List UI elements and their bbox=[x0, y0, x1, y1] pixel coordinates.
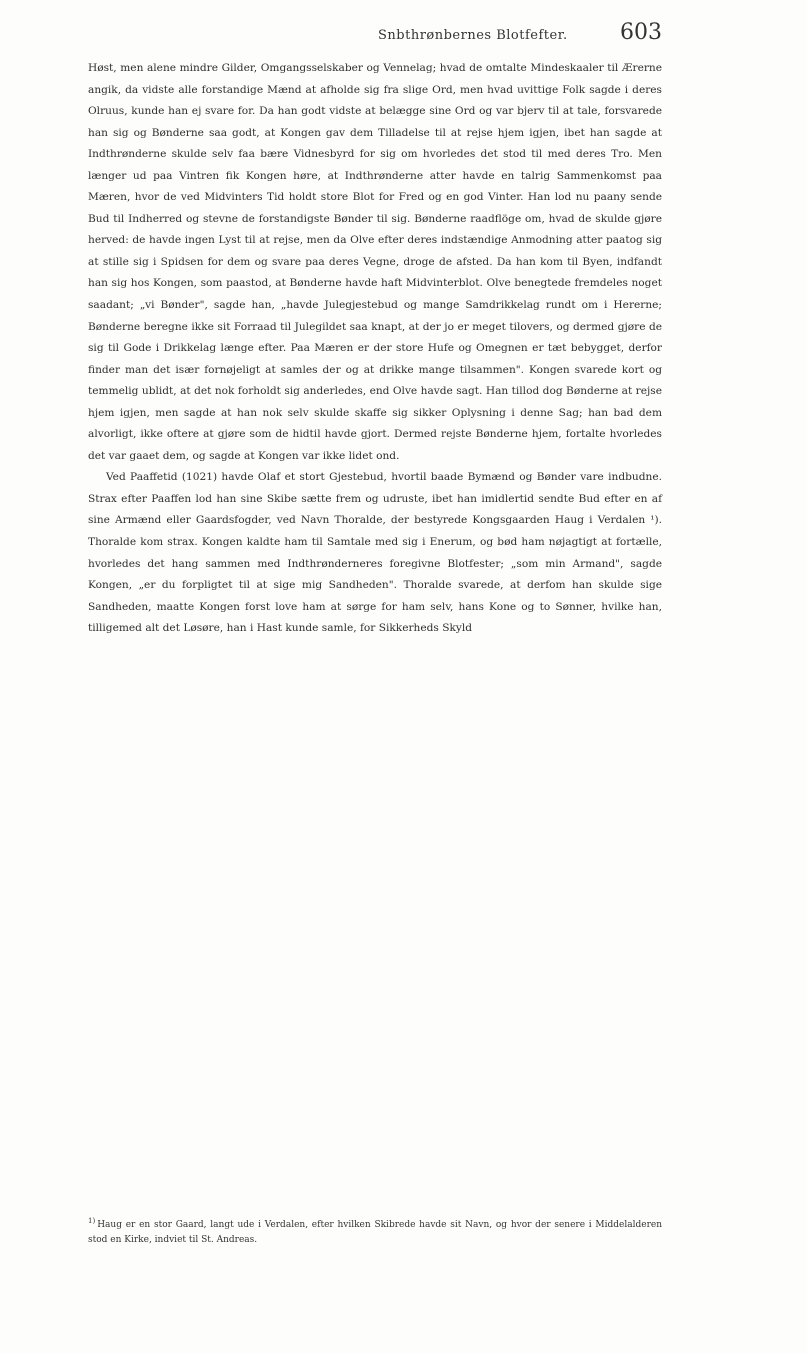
footnotes bbox=[88, 1214, 662, 1248]
main-text bbox=[88, 58, 662, 640]
page-number: 603 bbox=[620, 20, 662, 45]
running-head: Snbthrønbernes Blotfefter. bbox=[378, 28, 568, 43]
footnote-mark: 1) bbox=[88, 1217, 96, 1225]
paragraph: Ved Paaffetid (1021) havde Olaf et stort Gjestebud, hvortil baade Bymænd og Bønder vare indbudne. Strax efter Paaffen lod han sine Skibe sætte frem og udruste, ibet han imidlertid sendte Bud efter en af sine Armænd eller Gaardsfogder, ved Navn Thoralde, der bestyrede Kongsgaarden Haug i Verdalen ¹). Thoralde kom strax. Kongen kaldte ham til Samtale med sig i Enerum, og bød ham nøjagtigt at fortælle, hvorledes det hang sammen med Indthrønderneres foregivne Blotfester; „som min Armand", sagde Kongen, „er du forpligtet til at sige mig Sandheden". Thoralde svarede, at derfom han skulde sige Sandheden, maatte Kongen forst love ham at sørge for ham selv, hans Kone og to Sønner, hvilke han, tilligemed alt det Løsøre, han i Hast kunde samle, for Sikkerheds Skyld bbox=[88, 471, 662, 635]
footnote-text: Haug er en stor Gaard, langt ude i Verdalen, efter hvilken Skibrede havde sit Navn, og hvor der senere i Middelalderen stod en Kirke, indviet til St. Andreas. bbox=[88, 1220, 662, 1245]
paragraph: Høst, men alene mindre Gilder, Omgangsselskaber og Vennelag; hvad de omtalte Mindeskaaler til Ærerne angik, da vidste alle forstandige Mænd at afholde sig fra slige Ord, men hvad uvittige Folk sagde i deres Olruus, kunde han ej svare for. Da han godt vidste at belægge sine Ord og var bjerv til at tale, forsvarede han sig og Bønderne saa godt, at Kongen gav dem Tilladelse til at rejse hjem igjen, ibet han sagde at Indthrønderne skulde selv faa bære Vidnesbyrd for sig om hvorledes det stod til med deres Tro. Men længer ud paa Vintren fik Kongen høre, at Indthrønderne atter havde en talrig Sammenkomst paa Mæren, hvor de ved Midvinters Tid holdt store Blot for Fred og en god Vinter. Han lod nu paany sende Bud til Indherred og stevne de forstandigste Bønder til sig. Bønderne raadflöge om, hvad de skulde gjøre herved: de havde ingen Lyst til at rejse, men da Olve efter deres indstændige Anmodning atter paatog sig at stille sig i Spidsen for dem og svare paa deres Vegne, droge de afsted. Da han kom til Byen, indfandt han sig hos Kongen, som paastod, at Bønderne havde haft Midvinterblot. Olve benegtede fremdeles noget saadant; „vi Bønder", sagde han, „havde Julegjestebud og mange Samdrikkelag rundt om i Hererne; Bønderne beregne ikke sit Forraad til Julegildet saa knapt, at der jo er meget tilovers, og dermed gjøre de sig til Gode i Drikkelag længe efter. Paa Mæren er der store Hufe og Omegnen er tæt bebygget, derfor finder man det især fornøjeligt at samles der og at drikke mange tilsammen". Kongen svarede kort og temmelig ublidt, at det nok forholdt sig anderledes, end Olve havde sagt. Han tillod dog Bønderne at rejse hjem igjen, men sagde at han nok selv skulde skaffe sig sikker Oplysning i denne Sag; han bad dem alvorligt, ikke oftere at gjøre som de hidtil havde gjort. Dermed rejste Bønderne hjem, fortalte hvorledes det var gaaet dem, og sagde at Kongen var ikke lidet ond. bbox=[88, 62, 662, 462]
page-header bbox=[88, 14, 662, 48]
footnote bbox=[88, 1214, 662, 1248]
